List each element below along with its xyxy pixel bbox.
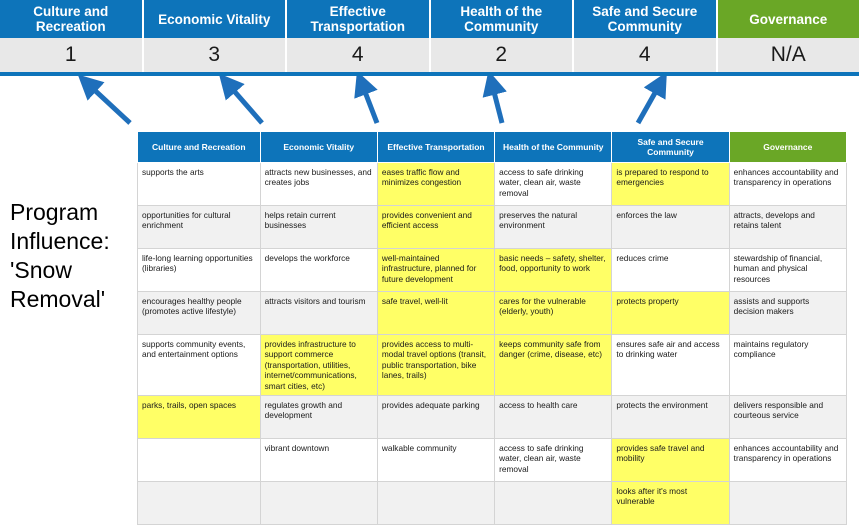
matrix-header-governance: Governance (729, 132, 846, 163)
score-value-effective-transportation: 4 (287, 38, 431, 72)
matrix-cell: delivers responsible and courteous service (729, 396, 846, 439)
matrix-cell: protects the environment (612, 396, 729, 439)
matrix-cell: cares for the vulnerable (elderly, youth) (495, 292, 612, 335)
score-value-governance: N/A (718, 38, 859, 72)
matrix-cell: parks, trails, open spaces (138, 396, 261, 439)
matrix-header-culture-and-recreation: Culture and Recreation (138, 132, 261, 163)
matrix-cell (377, 482, 494, 525)
score-bar-header-effective-transportation: Effective Transportation (287, 0, 431, 38)
score-value-economic-vitality: 3 (144, 38, 288, 72)
matrix-cell (495, 482, 612, 525)
matrix-cell: provides safe travel and mobility (612, 439, 729, 482)
score-link-arrow-culture (88, 84, 130, 123)
score-bar-header-economic-vitality: Economic Vitality (144, 0, 288, 38)
matrix-cell: maintains regulatory compliance (729, 335, 846, 396)
matrix-cell: ensures safe air and access to drinking water (612, 335, 729, 396)
score-value-culture-and-recreation: 1 (0, 38, 144, 72)
matrix-cell: life-long learning opportunities (libraries) (138, 249, 261, 292)
matrix-header-effective-transportation: Effective Transportation (377, 132, 494, 163)
matrix-cell: walkable community (377, 439, 494, 482)
matrix-cell: opportunities for cultural enrichment (138, 206, 261, 249)
caption-line-3: 'Snow (10, 256, 135, 285)
strategic-outcome-score-bar (0, 0, 859, 76)
matrix-cell (138, 482, 261, 525)
table-row (138, 335, 847, 396)
matrix-cell: enhances accountability and transparency in operations (729, 163, 846, 206)
matrix-header-economic-vitality: Economic Vitality (260, 132, 377, 163)
matrix-cell: attracts visitors and tourism (260, 292, 377, 335)
caption-line-4: Removal' (10, 285, 135, 314)
table-row (138, 439, 847, 482)
matrix-cell: looks after it's most vulnerable (612, 482, 729, 525)
matrix-cell: vibrant downtown (260, 439, 377, 482)
score-value-safe-and-secure-community: 4 (574, 38, 718, 72)
matrix-cell: helps retain current businesses (260, 206, 377, 249)
matrix-cell: attracts, develops and retains talent (729, 206, 846, 249)
matrix-cell: supports community events, and entertainment options (138, 335, 261, 396)
score-value-health-of-the-community: 2 (431, 38, 575, 72)
matrix-cell: provides access to multi-modal travel options (transit, public transportation, bike lanes, trails) (377, 335, 494, 396)
matrix-cell: attracts new businesses, and creates jobs (260, 163, 377, 206)
matrix-cell: supports the arts (138, 163, 261, 206)
matrix-cell: access to safe drinking water, clean air, waste removal (495, 163, 612, 206)
table-row (138, 163, 847, 206)
matrix-cell: safe travel, well-lit (377, 292, 494, 335)
matrix-cell (729, 482, 846, 525)
matrix-cell: enhances accountability and transparency in operations (729, 439, 846, 482)
matrix-cell: access to health care (495, 396, 612, 439)
score-bar-header-health-of-the-community: Health of the Community (431, 0, 575, 38)
matrix-cell: encourages healthy people (promotes active lifestyle) (138, 292, 261, 335)
score-link-arrow-health (492, 84, 502, 123)
matrix-cell: provides infrastructure to support commerce (transportation, utilities, internet/communications, smart cities, etc) (260, 335, 377, 396)
matrix-header-health-of-the-community: Health of the Community (495, 132, 612, 163)
matrix-cell: basic needs – safety, shelter, food, opportunity to work (495, 249, 612, 292)
matrix-header-row (138, 132, 847, 163)
table-row (138, 206, 847, 249)
matrix-cell: well-maintained infrastructure, planned for future development (377, 249, 494, 292)
matrix-cell: stewardship of financial, human and physical resources (729, 249, 846, 292)
score-bar-header-culture-and-recreation: Culture and Recreation (0, 0, 144, 38)
matrix-cell: access to safe drinking water, clean air, waste removal (495, 439, 612, 482)
matrix-body (138, 163, 847, 525)
score-link-arrow-safe (638, 84, 660, 123)
arrow-group (0, 76, 859, 136)
matrix-cell: provides adequate parking (377, 396, 494, 439)
matrix-cell: is prepared to respond to emergencies (612, 163, 729, 206)
matrix-cell (260, 482, 377, 525)
caption-line-2: Influence: (10, 227, 135, 256)
table-row (138, 482, 847, 525)
table-row (138, 292, 847, 335)
matrix-cell: preserves the natural environment (495, 206, 612, 249)
score-bar-header-safe-and-secure-community: Safe and Secure Community (574, 0, 718, 38)
matrix-cell: reduces crime (612, 249, 729, 292)
score-bar-header-row (0, 0, 859, 38)
caption-line-1: Program (10, 198, 135, 227)
matrix-cell: eases traffic flow and minimizes congestion (377, 163, 494, 206)
matrix-header-safe-and-secure-community: Safe and Secure Community (612, 132, 729, 163)
matrix-cell: protects property (612, 292, 729, 335)
matrix-cell: enforces the law (612, 206, 729, 249)
score-link-arrow-transportation (362, 84, 377, 123)
strategic-outcomes-matrix (137, 131, 847, 525)
score-bar-header-governance: Governance (718, 0, 859, 38)
matrix-cell (138, 439, 261, 482)
table-row (138, 249, 847, 292)
matrix-cell: regulates growth and development (260, 396, 377, 439)
matrix-cell: assists and supports decision makers (729, 292, 846, 335)
program-influence-caption (10, 198, 135, 314)
matrix-cell: develops the workforce (260, 249, 377, 292)
score-bar-value-row (0, 38, 859, 72)
matrix-cell: keeps community safe from danger (crime, disease, etc) (495, 335, 612, 396)
table-row (138, 396, 847, 439)
score-link-arrow-economic (228, 84, 262, 123)
matrix-cell: provides convenient and efficient access (377, 206, 494, 249)
